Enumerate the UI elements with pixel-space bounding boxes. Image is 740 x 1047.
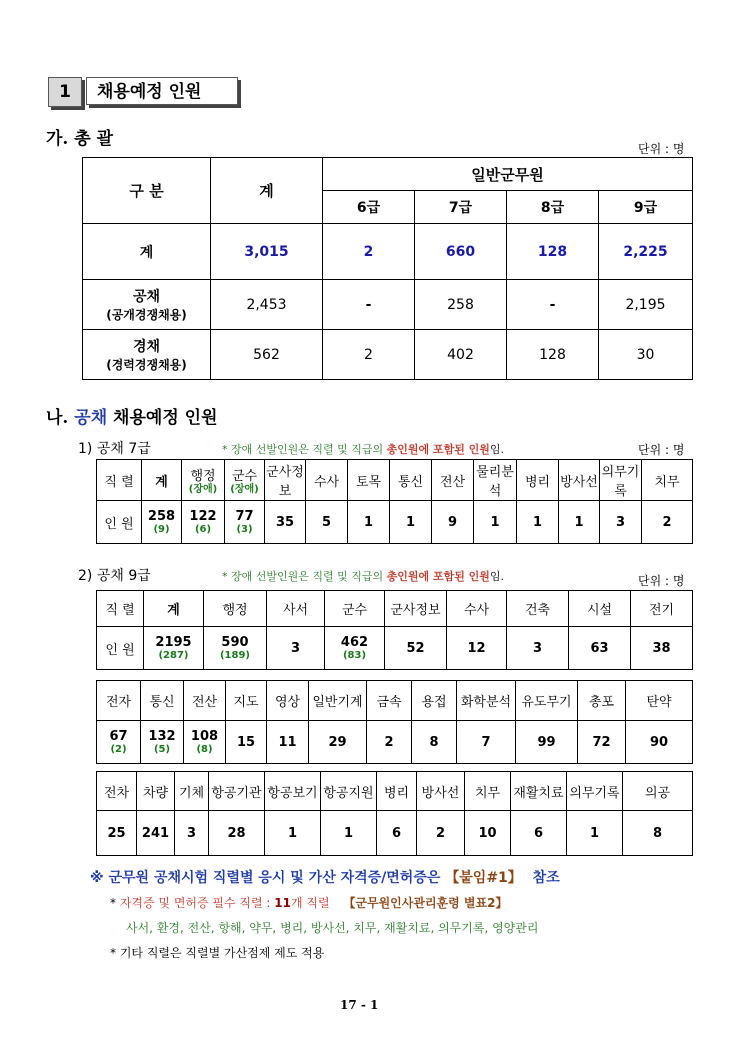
column-value-text: 35 xyxy=(275,514,295,530)
column-header xyxy=(225,460,265,501)
grade7-note xyxy=(222,441,504,457)
column-value-text: 258 xyxy=(147,509,176,524)
table-row xyxy=(83,224,693,280)
cell: 128 xyxy=(507,330,599,380)
table-row xyxy=(83,280,693,330)
column-header-text: 통신 xyxy=(149,695,175,710)
header-category: 구 분 xyxy=(83,158,211,224)
column-header xyxy=(209,772,265,811)
column-header-text: 물리분석 xyxy=(476,465,514,499)
column-header xyxy=(385,591,447,627)
column-value xyxy=(623,811,693,856)
column-value xyxy=(182,501,225,544)
column-header-text: 토목 xyxy=(355,474,382,490)
header-total: 계 xyxy=(211,158,323,224)
column-header xyxy=(474,460,517,501)
column-value-text: 122 xyxy=(189,509,217,524)
column-header-text: 탄약 xyxy=(646,695,672,710)
column-value xyxy=(325,627,385,670)
column-value-subtext: (9) xyxy=(153,524,170,535)
column-value xyxy=(517,501,559,544)
column-value-text: 1 xyxy=(532,514,543,530)
note-star: * 장애 선발인원은 직렬 및 직급의 xyxy=(222,443,384,456)
column-value xyxy=(507,627,569,670)
other-note: * 기타 직렬은 직렬별 가산점제 제도 적용 xyxy=(110,946,325,960)
reference-mark: ※ xyxy=(90,870,104,886)
column-header xyxy=(457,681,516,721)
column-header-text: 치무 xyxy=(654,474,680,490)
column-header-text: 화학분석 xyxy=(460,695,512,710)
column-header-text: 전자 xyxy=(105,695,132,710)
column-value-text: 132 xyxy=(148,729,176,744)
column-value xyxy=(465,811,511,856)
column-header-text: 의공 xyxy=(644,785,671,801)
column-header-text: 일반기계 xyxy=(312,695,363,710)
column-value-text: 3 xyxy=(186,825,197,841)
column-value-text: 1 xyxy=(363,514,374,530)
column-value-text: 2 xyxy=(662,514,672,530)
column-header-text: 수사 xyxy=(463,603,490,618)
cell: 2 xyxy=(323,330,415,380)
column-header xyxy=(623,772,693,811)
column-value xyxy=(474,501,517,544)
row-label: 공채 xyxy=(132,289,161,305)
column-value xyxy=(457,721,516,764)
reference-text: 군무원 공채시험 직렬별 응시 및 가산 자격증/면허증은 xyxy=(108,870,441,886)
page-number: 17 - 1 xyxy=(340,998,379,1012)
column-value-subtext: (287) xyxy=(158,650,189,661)
column-header-text: 군수 xyxy=(341,603,368,618)
required-line xyxy=(110,894,507,911)
header-grade: 7급 xyxy=(415,191,507,224)
column-value-text: 38 xyxy=(652,640,671,656)
reference-end: 참조 xyxy=(532,870,560,886)
column-header xyxy=(175,772,209,811)
column-header-text: 통신 xyxy=(397,474,424,490)
note-highlight: 총인원에 포함된 인원 xyxy=(386,443,490,456)
column-header-text: 계 xyxy=(167,603,180,618)
grade9-table-2 xyxy=(96,680,693,764)
column-header-text: 금속 xyxy=(376,695,402,710)
column-value-text: 8 xyxy=(429,734,439,750)
row-label-cell xyxy=(83,280,211,330)
column-header-text: 용접 xyxy=(421,695,447,710)
part-b-prefix: 나. xyxy=(46,408,69,428)
column-value-text: 99 xyxy=(537,734,556,750)
cell: - xyxy=(323,280,415,330)
part-b-rest: 채용예정 인원 xyxy=(113,408,218,428)
column-value-subtext: (83) xyxy=(342,650,367,661)
column-header xyxy=(141,681,184,721)
column-header xyxy=(516,681,578,721)
column-value xyxy=(516,721,578,764)
column-value xyxy=(209,811,265,856)
column-header-text: 병리 xyxy=(383,785,410,801)
column-header xyxy=(567,772,623,811)
cell: 2,453 xyxy=(211,280,323,330)
grade9-note xyxy=(222,568,504,584)
column-header xyxy=(626,681,693,721)
column-header xyxy=(517,460,559,501)
column-value xyxy=(385,627,447,670)
row-label: 경채 xyxy=(132,339,161,355)
note-end: 임. xyxy=(489,570,505,583)
part-b-heading xyxy=(46,403,218,428)
column-value-subtext: (189) xyxy=(219,650,250,661)
column-value-text: 9 xyxy=(447,514,458,530)
column-value-text: 52 xyxy=(406,640,425,656)
column-header xyxy=(267,681,309,721)
column-header-text: 항공지원 xyxy=(323,785,374,801)
grade9-unit: 단위 : 명 xyxy=(638,574,685,588)
column-value xyxy=(321,811,377,856)
note-star: * 장애 선발인원은 직렬 및 직급의 xyxy=(222,570,384,583)
cell: 2 xyxy=(323,224,415,280)
column-value xyxy=(226,721,267,764)
column-header xyxy=(265,460,306,501)
column-value xyxy=(265,501,306,544)
column-header xyxy=(97,681,141,721)
column-value-text: 590 xyxy=(221,635,249,650)
column-value xyxy=(642,501,693,544)
part-a-heading: 가. 총 괄 xyxy=(46,129,114,149)
column-value-subtext: (3) xyxy=(236,524,253,535)
column-header-text: 차량 xyxy=(142,785,169,801)
column-header-text: 기체 xyxy=(178,785,205,801)
column-header xyxy=(182,460,225,501)
column-value xyxy=(204,627,267,670)
note-end: 임. xyxy=(489,443,505,456)
column-value-text: 25 xyxy=(107,825,126,841)
column-header xyxy=(267,591,325,627)
column-value xyxy=(569,627,631,670)
column-header xyxy=(325,591,385,627)
column-header-text: 계 xyxy=(155,474,168,490)
cell: 30 xyxy=(599,330,693,380)
column-value-text: 28 xyxy=(227,825,246,841)
cell: 2,225 xyxy=(599,224,693,280)
column-header xyxy=(432,460,474,501)
column-value-text: 241 xyxy=(141,825,170,841)
cell: 402 xyxy=(415,330,507,380)
column-value xyxy=(432,501,474,544)
required-source: 【군무원인사관리훈령 별표2】 xyxy=(343,896,508,910)
column-value xyxy=(600,501,642,544)
column-value xyxy=(141,721,184,764)
column-header-text: 병리 xyxy=(524,474,551,490)
column-header xyxy=(412,681,457,721)
column-header xyxy=(144,591,204,627)
column-value xyxy=(142,501,182,544)
grade9-table-1 xyxy=(96,590,693,670)
section-number: 1 xyxy=(48,77,82,107)
column-header xyxy=(97,772,137,811)
required-star: * xyxy=(110,896,116,910)
column-value xyxy=(417,811,465,856)
column-value xyxy=(447,627,507,670)
column-value xyxy=(559,501,600,544)
column-value-text: 6 xyxy=(391,825,402,841)
column-header-text: 사서 xyxy=(282,603,309,618)
column-value xyxy=(267,721,309,764)
column-value xyxy=(144,627,204,670)
column-header-text: 군사정보 xyxy=(266,465,304,499)
column-header xyxy=(265,772,321,811)
column-value xyxy=(367,721,412,764)
column-header xyxy=(142,460,182,501)
cell: 660 xyxy=(415,224,507,280)
column-value-text: 3 xyxy=(532,640,543,656)
column-value xyxy=(97,811,137,856)
column-header-subtext: (장애) xyxy=(188,484,218,495)
column-header-text: 전차 xyxy=(103,785,130,801)
column-header xyxy=(642,460,693,501)
column-value xyxy=(511,811,567,856)
section-title: 채용예정 인원 xyxy=(86,77,238,105)
column-value-text: 15 xyxy=(236,734,256,750)
column-header xyxy=(447,591,507,627)
column-header xyxy=(137,772,175,811)
grade7-title: 1) 공채 7급 xyxy=(78,441,151,457)
grade9-title: 2) 공채 9급 xyxy=(78,568,151,584)
column-header-text: 전산 xyxy=(439,474,466,490)
header-group: 일반군무원 xyxy=(323,158,693,191)
header-grade: 8급 xyxy=(507,191,599,224)
column-value-text: 29 xyxy=(328,734,347,750)
column-header-text: 치무 xyxy=(474,785,501,801)
column-header-text: 항공보기 xyxy=(267,785,318,801)
column-header xyxy=(559,460,600,501)
column-header xyxy=(578,681,626,721)
column-value-text: 77 xyxy=(235,509,254,524)
column-header-text: 건축 xyxy=(524,603,551,618)
table-row xyxy=(83,330,693,380)
column-value-text: 10 xyxy=(478,825,497,841)
column-value-text: 2 xyxy=(384,734,394,750)
column-header-text: 방사선 xyxy=(560,474,598,490)
column-header xyxy=(507,591,569,627)
column-header xyxy=(377,772,417,811)
column-value xyxy=(137,811,175,856)
column-header-text: 수사 xyxy=(313,474,340,490)
column-header-text: 군수 xyxy=(231,469,258,484)
cell: 128 xyxy=(507,224,599,280)
cell: 2,195 xyxy=(599,280,693,330)
column-header-subtext: (장애) xyxy=(230,484,259,495)
column-header xyxy=(321,772,377,811)
column-value xyxy=(267,627,325,670)
reference-attachment: 【붙임#1】 xyxy=(445,870,522,886)
column-value-subtext: (5) xyxy=(153,744,171,755)
column-header-text: 군사정보 xyxy=(390,603,441,618)
column-header-text: 행정 xyxy=(222,603,248,618)
column-header-text: 총포 xyxy=(588,695,615,710)
grade9-table-3 xyxy=(96,771,693,856)
column-header-text: 영상 xyxy=(274,695,301,710)
cell: 3,015 xyxy=(211,224,323,280)
column-value xyxy=(626,721,693,764)
part-a-unit: 단위 : 명 xyxy=(638,142,685,156)
column-value-subtext: (8) xyxy=(196,744,213,755)
column-value xyxy=(377,811,417,856)
column-value xyxy=(306,501,348,544)
grade7-unit: 단위 : 명 xyxy=(638,443,685,457)
row-sublabel: (공개경쟁채용) xyxy=(106,308,187,322)
column-value xyxy=(631,627,693,670)
column-header-text: 항공기관 xyxy=(211,785,262,801)
column-header xyxy=(184,681,226,721)
row-label-cell xyxy=(83,330,211,380)
column-header-text: 유도무기 xyxy=(521,695,572,710)
column-value xyxy=(348,501,390,544)
column-header xyxy=(600,460,642,501)
column-value-text: 108 xyxy=(190,729,219,744)
column-value xyxy=(184,721,226,764)
column-value-text: 3 xyxy=(615,514,626,530)
column-header-text: 전산 xyxy=(191,695,218,710)
column-value xyxy=(265,811,321,856)
column-header-text: 전기 xyxy=(648,603,675,618)
header-grade: 9급 xyxy=(599,191,693,224)
column-header xyxy=(417,772,465,811)
column-value-text: 462 xyxy=(340,635,369,650)
column-value-text: 72 xyxy=(592,734,611,750)
column-value-text: 1 xyxy=(574,514,584,530)
column-header-text: 행정 xyxy=(190,469,216,484)
column-header-text: 재활치료 xyxy=(513,785,564,801)
row-sublabel: (경력경쟁채용) xyxy=(106,358,187,372)
column-value-text: 67 xyxy=(109,729,128,744)
column-value-text: 11 xyxy=(278,734,297,750)
column-header xyxy=(309,681,367,721)
column-value xyxy=(567,811,623,856)
column-header xyxy=(306,460,348,501)
column-header xyxy=(204,591,267,627)
column-value-text: 6 xyxy=(533,825,544,841)
column-value xyxy=(578,721,626,764)
column-value-subtext: (2) xyxy=(110,744,127,755)
required-label: 자격증 및 면허증 필수 직렬 : xyxy=(119,896,275,910)
column-header-text: 의무기록 xyxy=(569,785,620,801)
column-header xyxy=(511,772,567,811)
row-label: 계 xyxy=(83,224,211,280)
column-header xyxy=(367,681,412,721)
column-value xyxy=(390,501,432,544)
part-b-highlight: 공채 xyxy=(74,408,108,428)
column-value-text: 2195 xyxy=(155,635,192,650)
grade7-table xyxy=(96,459,693,544)
column-header-text: 방사선 xyxy=(421,785,460,801)
column-value-text: 90 xyxy=(649,734,669,750)
row-label: 직 렬 xyxy=(97,460,142,501)
column-header xyxy=(226,681,267,721)
note-highlight: 총인원에 포함된 인원 xyxy=(386,570,490,583)
column-value-text: 1 xyxy=(287,825,298,841)
column-value xyxy=(175,811,209,856)
required-list: 사서, 환경, 전산, 항해, 약무, 병리, 방사선, 치무, 재활치료, 의무기록, 영양관리 xyxy=(126,921,539,935)
required-count: 11 xyxy=(274,896,291,910)
column-value-subtext: (6) xyxy=(194,524,212,535)
column-value-text: 12 xyxy=(467,640,486,656)
column-value-text: 1 xyxy=(490,514,500,530)
header-grade: 6급 xyxy=(323,191,415,224)
column-value-text: 7 xyxy=(481,734,491,750)
section-header xyxy=(48,77,241,109)
column-value-text: 1 xyxy=(405,514,416,530)
column-header xyxy=(631,591,693,627)
required-label-2: 개 직렬 xyxy=(290,896,330,910)
row-label: 직 렬 xyxy=(97,591,144,627)
summary-table xyxy=(82,157,693,380)
cell: 258 xyxy=(415,280,507,330)
column-value-text: 1 xyxy=(343,825,354,841)
column-value-text: 5 xyxy=(321,514,332,530)
column-header-text: 의무기록 xyxy=(601,465,640,499)
cell: - xyxy=(507,280,599,330)
column-value-text: 63 xyxy=(590,640,609,656)
column-header-text: 시설 xyxy=(586,603,613,618)
column-header-text: 지도 xyxy=(233,695,259,710)
column-value xyxy=(225,501,265,544)
column-value xyxy=(412,721,457,764)
column-header xyxy=(348,460,390,501)
column-header xyxy=(465,772,511,811)
column-value xyxy=(309,721,367,764)
column-value-text: 1 xyxy=(589,825,600,841)
row-label: 인 원 xyxy=(97,627,144,670)
column-value-text: 2 xyxy=(435,825,446,841)
column-value xyxy=(97,721,141,764)
column-value-text: 8 xyxy=(652,825,663,841)
column-header xyxy=(569,591,631,627)
reference-line xyxy=(90,867,560,887)
row-label: 인 원 xyxy=(97,501,142,544)
column-header xyxy=(390,460,432,501)
column-value-text: 3 xyxy=(290,640,301,656)
cell: 562 xyxy=(211,330,323,380)
